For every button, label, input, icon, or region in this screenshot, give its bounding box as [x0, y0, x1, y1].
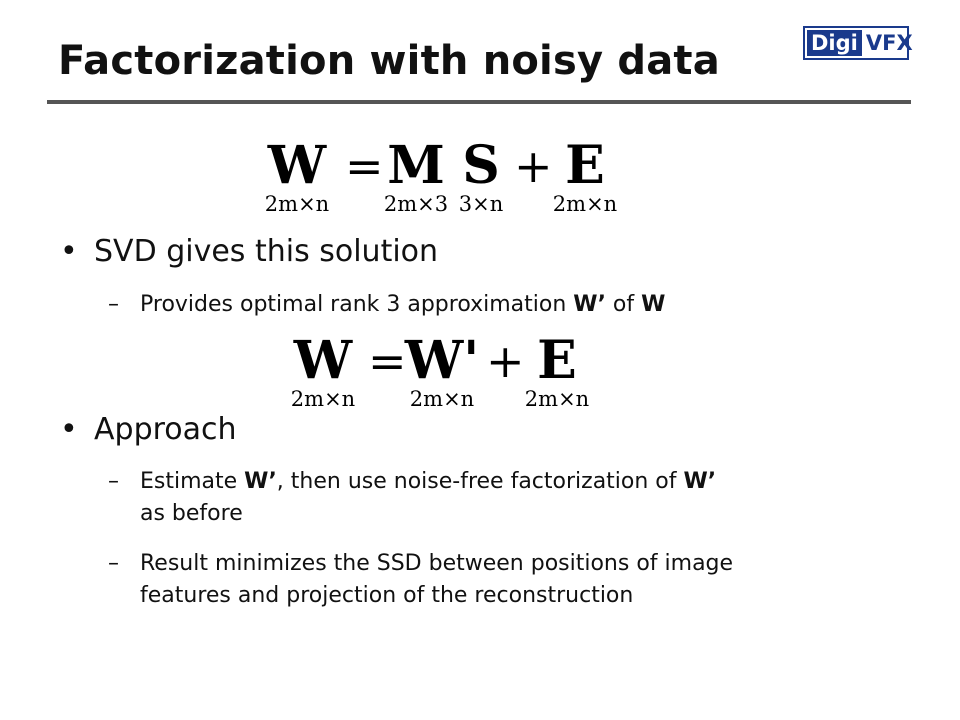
logo-left-text: Digi — [807, 30, 862, 56]
bullet-1-text: SVD gives this solution — [94, 234, 439, 269]
eq2-subscript: 2m×n — [290, 387, 356, 411]
bullet-1 — [60, 234, 438, 269]
sub-bullet-dash: – — [108, 551, 119, 576]
eq2-equals: = — [368, 334, 407, 388]
sub-bullet-2-2-line-2: features and projection of the reconstruction — [140, 583, 634, 608]
eq1-term-s — [456, 135, 506, 216]
digivfx-logo — [803, 26, 913, 60]
title-divider — [47, 100, 911, 104]
sub-bullet-dash: – — [108, 469, 119, 494]
sub-bullet-2-2 — [108, 548, 733, 612]
eq2-symbol: E — [537, 330, 577, 391]
bullet-dot: • — [60, 412, 78, 447]
eq1-symbol: E — [565, 135, 605, 196]
eq1-plus: + — [514, 139, 553, 193]
bullet-2-text: Approach — [94, 412, 237, 447]
eq1-term-m — [378, 135, 454, 216]
eq1-subscript: 2m×n — [552, 192, 618, 216]
eq1-symbol: M — [387, 135, 445, 196]
bullet-dot: • — [60, 234, 78, 269]
eq2-term-e — [520, 330, 594, 411]
eq2-term-w — [288, 330, 358, 411]
eq1-term-e — [548, 135, 622, 216]
sub-bullet-2-1-line-2: as before — [140, 501, 243, 526]
sub-bullet-2-1 — [108, 466, 716, 530]
eq2-plus: + — [486, 334, 525, 388]
sub-bullet-1-1-text: Provides optimal rank 3 approximation W’ of W — [140, 292, 666, 317]
bullet-2 — [60, 412, 237, 447]
sub-bullet-2-1-line-1: Estimate W’, then use noise-free factorization of W’ — [140, 469, 717, 494]
eq2-subscript: 2m×n — [524, 387, 590, 411]
eq2-symbol: W' — [404, 330, 480, 391]
eq1-symbol: S — [462, 135, 500, 196]
eq2-subscript: 2m×n — [409, 387, 475, 411]
eq2-symbol: W — [293, 330, 353, 391]
eq1-equals: = — [345, 139, 384, 193]
eq1-subscript: 2m×3 — [383, 192, 449, 216]
sub-bullet-dash: – — [108, 292, 119, 317]
eq1-subscript: 2m×n — [264, 192, 330, 216]
slide-title: Factorization with noisy data — [58, 38, 720, 84]
eq1-subscript: 3×n — [458, 192, 504, 216]
logo-right-text: VFX — [865, 31, 913, 55]
eq1-term-w — [262, 135, 332, 216]
sub-bullet-2-2-line-1: Result minimizes the SSD between positions of image — [140, 551, 734, 576]
eq1-symbol: W — [267, 135, 327, 196]
eq2-term-w-prime — [400, 330, 484, 411]
sub-bullet-1-1 — [108, 289, 665, 321]
